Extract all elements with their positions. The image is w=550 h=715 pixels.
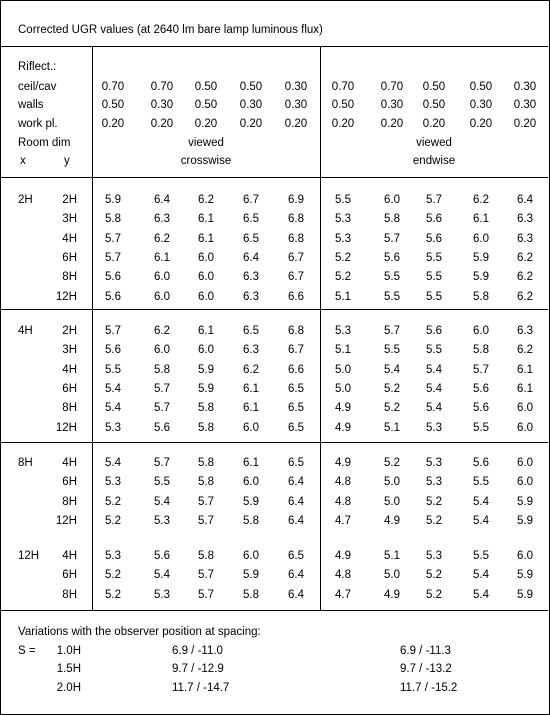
ugr-cell: 6.0 xyxy=(198,291,214,303)
ugr-cell: 6.2 xyxy=(517,252,533,264)
ugr-cell: 6.1 xyxy=(473,213,489,225)
ugr-cell: 5.5 xyxy=(426,271,442,283)
y-label: y xyxy=(64,155,70,167)
ugr-cell: 5.3 xyxy=(335,325,351,337)
ugr-cell: 5.4 xyxy=(426,383,442,395)
reflectance-value: 0.30 xyxy=(150,99,174,111)
viewed-label: viewed xyxy=(416,137,452,149)
ugr-cell: 6.7 xyxy=(288,252,304,264)
ugr-cell: 5.6 xyxy=(473,457,489,469)
ugr-cell: 5.7 xyxy=(105,252,121,264)
ugr-cell: 5.5 xyxy=(384,291,400,303)
ugr-cell: 5.9 xyxy=(198,383,214,395)
reflect-label: Riflect.: xyxy=(18,61,57,73)
ugr-cell: 6.9 xyxy=(288,194,304,206)
ugr-cell: 5.3 xyxy=(426,457,442,469)
reflectance-value: 0.30 xyxy=(284,99,308,111)
ugr-cell: 5.8 xyxy=(243,515,259,527)
endwise-label: endwise xyxy=(412,155,456,167)
ugr-cell: 6.5 xyxy=(243,233,259,245)
reflectance-value: 0.30 xyxy=(513,99,537,111)
variation-crosswise: 9.7 / -12.9 xyxy=(172,663,224,675)
ugr-cell: 4.9 xyxy=(384,515,400,527)
variation-crosswise: 6.9 / -11.0 xyxy=(172,645,223,657)
table-title: Corrected UGR values (at 2640 lm bare lamp luminous flux) xyxy=(18,24,323,36)
ugr-cell: 4.9 xyxy=(384,589,400,601)
ugr-cell: 5.4 xyxy=(154,569,170,581)
reflectance-value: 0.70 xyxy=(331,81,355,93)
ugr-cell: 5.8 xyxy=(198,402,214,414)
ugr-cell: 5.1 xyxy=(384,550,400,562)
ugr-cell: 6.1 xyxy=(198,233,214,245)
ugr-cell: 6.0 xyxy=(517,422,533,434)
ugr-cell: 6.0 xyxy=(154,271,170,283)
ugr-cell: 6.5 xyxy=(288,383,304,395)
ugr-cell: 6.8 xyxy=(288,233,304,245)
ugr-cell: 5.9 xyxy=(198,364,214,376)
ugr-cell: 6.1 xyxy=(517,383,533,395)
ugr-cell: 5.6 xyxy=(105,344,121,356)
group-x-label: 2H xyxy=(18,194,33,206)
reflectance-value: 0.70 xyxy=(150,81,174,93)
ugr-cell: 6.6 xyxy=(288,291,304,303)
reflectance-label: walls xyxy=(18,99,44,111)
spacing-value: 2.0H xyxy=(56,682,81,694)
ugr-cell: 5.3 xyxy=(105,476,121,488)
row-y-label: 12H xyxy=(55,291,77,303)
reflectance-value: 0.20 xyxy=(331,118,355,130)
ugr-cell: 5.9 xyxy=(517,589,533,601)
ugr-cell: 5.7 xyxy=(384,325,400,337)
ugr-cell: 6.5 xyxy=(288,457,304,469)
ugr-cell: 6.5 xyxy=(288,550,304,562)
viewed-label: viewed xyxy=(188,137,224,149)
group-x-label: 8H xyxy=(18,457,33,469)
reflectance-label: work pl. xyxy=(18,118,58,130)
reflectance-value: 0.20 xyxy=(422,118,446,130)
ugr-cell: 6.1 xyxy=(243,457,259,469)
ugr-cell: 4.8 xyxy=(335,476,351,488)
ugr-cell: 6.0 xyxy=(517,476,533,488)
row-y-label: 8H xyxy=(62,589,77,601)
ugr-cell: 6.0 xyxy=(517,457,533,469)
ugr-cell: 5.3 xyxy=(335,233,351,245)
ugr-cell: 6.1 xyxy=(198,213,214,225)
ugr-cell: 5.7 xyxy=(154,457,170,469)
room-dim-label: Room dim xyxy=(18,137,71,149)
ugr-cell: 5.2 xyxy=(384,402,400,414)
row-y-label: 2H xyxy=(62,325,77,337)
row-y-label: 3H xyxy=(62,344,77,356)
spacing-value: 1.0H xyxy=(56,645,81,657)
ugr-cell: 5.7 xyxy=(198,589,214,601)
ugr-cell: 5.1 xyxy=(335,291,351,303)
reflectance-value: 0.20 xyxy=(239,118,263,130)
ugr-cell: 5.2 xyxy=(335,271,351,283)
ugr-cell: 4.7 xyxy=(335,589,351,601)
reflectance-value: 0.20 xyxy=(513,118,537,130)
ugr-cell: 5.5 xyxy=(473,550,489,562)
ugr-cell: 5.6 xyxy=(384,252,400,264)
ugr-cell: 5.3 xyxy=(154,589,170,601)
x-label: x xyxy=(20,155,26,167)
ugr-cell: 5.7 xyxy=(384,233,400,245)
ugr-cell: 5.4 xyxy=(473,496,489,508)
ugr-cell: 5.2 xyxy=(426,589,442,601)
ugr-cell: 5.0 xyxy=(335,364,351,376)
ugr-cell: 6.7 xyxy=(288,271,304,283)
ugr-cell: 5.2 xyxy=(335,252,351,264)
ugr-cell: 5.9 xyxy=(517,569,533,581)
header-divider xyxy=(0,177,548,178)
ugr-cell: 5.7 xyxy=(426,194,442,206)
ugr-cell: 6.3 xyxy=(517,233,533,245)
ugr-cell: 5.2 xyxy=(105,589,121,601)
ugr-cell: 6.4 xyxy=(517,194,533,206)
ugr-cell: 6.8 xyxy=(288,213,304,225)
ugr-cell: 6.1 xyxy=(517,364,533,376)
row-y-label: 8H xyxy=(62,271,77,283)
row-y-label: 4H xyxy=(62,233,77,245)
row-y-label: 6H xyxy=(62,383,77,395)
reflectance-value: 0.20 xyxy=(194,118,218,130)
ugr-cell: 5.5 xyxy=(426,344,442,356)
ugr-cell: 6.7 xyxy=(288,344,304,356)
ugr-cell: 5.5 xyxy=(335,194,351,206)
group-divider xyxy=(0,309,548,310)
reflectance-value: 0.20 xyxy=(101,118,125,130)
ugr-cell: 6.0 xyxy=(517,550,533,562)
ugr-cell: 4.9 xyxy=(335,422,351,434)
variations-title: Variations with the observer position at spacing: xyxy=(18,626,261,638)
ugr-cell: 6.0 xyxy=(198,252,214,264)
reflectance-value: 0.50 xyxy=(194,81,218,93)
row-y-label: 8H xyxy=(62,402,77,414)
reflectance-value: 0.20 xyxy=(380,118,404,130)
ugr-cell: 5.3 xyxy=(335,213,351,225)
variation-endwise: 9.7 / -13.2 xyxy=(400,663,452,675)
ugr-cell: 5.5 xyxy=(473,422,489,434)
ugr-cell: 5.9 xyxy=(473,271,489,283)
ugr-cell: 5.4 xyxy=(426,402,442,414)
reflectance-value: 0.20 xyxy=(150,118,174,130)
crosswise-label: crosswise xyxy=(180,155,232,167)
ugr-cell: 5.8 xyxy=(198,457,214,469)
ugr-cell: 5.0 xyxy=(384,476,400,488)
row-y-label: 3H xyxy=(62,213,77,225)
ugr-cell: 6.3 xyxy=(243,344,259,356)
group-x-label: 4H xyxy=(18,325,33,337)
ugr-cell: 5.4 xyxy=(384,364,400,376)
group-divider xyxy=(0,442,548,443)
ugr-cell: 5.1 xyxy=(335,344,351,356)
ugr-cell: 6.0 xyxy=(517,402,533,414)
ugr-cell: 6.2 xyxy=(198,194,214,206)
reflectance-value: 0.50 xyxy=(469,81,493,93)
ugr-cell: 5.6 xyxy=(473,402,489,414)
ugr-cell: 6.0 xyxy=(154,291,170,303)
ugr-cell: 5.9 xyxy=(243,569,259,581)
ugr-cell: 5.9 xyxy=(105,194,121,206)
reflectance-value: 0.30 xyxy=(284,81,308,93)
ugr-cell: 6.4 xyxy=(288,569,304,581)
ugr-cell: 5.6 xyxy=(154,550,170,562)
reflectance-value: 0.50 xyxy=(239,81,263,93)
ugr-cell: 5.3 xyxy=(105,550,121,562)
ugr-cell: 6.5 xyxy=(243,213,259,225)
spacing-value: 1.5H xyxy=(56,663,81,675)
ugr-cell: 6.1 xyxy=(243,383,259,395)
ugr-cell: 5.8 xyxy=(198,422,214,434)
ugr-cell: 6.4 xyxy=(288,515,304,527)
ugr-cell: 5.2 xyxy=(384,457,400,469)
s-label: S = xyxy=(18,645,36,657)
row-y-label: 6H xyxy=(62,569,77,581)
ugr-cell: 5.6 xyxy=(426,325,442,337)
ugr-cell: 5.4 xyxy=(105,383,121,395)
ugr-cell: 5.6 xyxy=(154,422,170,434)
reflectance-value: 0.70 xyxy=(380,81,404,93)
ugr-cell: 4.8 xyxy=(335,496,351,508)
ugr-cell: 6.2 xyxy=(517,291,533,303)
ugr-cell: 5.6 xyxy=(426,213,442,225)
variations-divider xyxy=(0,610,548,611)
group-x-label: 12H xyxy=(18,550,40,562)
ugr-cell: 6.2 xyxy=(473,194,489,206)
ugr-cell: 6.0 xyxy=(243,550,259,562)
ugr-cell: 5.8 xyxy=(154,364,170,376)
ugr-cell: 5.4 xyxy=(426,364,442,376)
reflectance-value: 0.30 xyxy=(513,81,537,93)
ugr-cell: 4.9 xyxy=(335,402,351,414)
variation-crosswise: 11.7 / -14.7 xyxy=(172,682,230,694)
ugr-cell: 6.6 xyxy=(288,364,304,376)
reflectance-value: 0.50 xyxy=(101,99,125,111)
ugr-cell: 4.9 xyxy=(335,550,351,562)
reflectance-value: 0.30 xyxy=(469,99,493,111)
ugr-cell: 5.9 xyxy=(517,515,533,527)
ugr-cell: 6.2 xyxy=(517,271,533,283)
cross-end-divider xyxy=(320,46,321,610)
reflectance-value: 0.50 xyxy=(331,99,355,111)
ugr-cell: 5.6 xyxy=(105,291,121,303)
ugr-cell: 5.5 xyxy=(105,364,121,376)
ugr-cell: 5.7 xyxy=(198,569,214,581)
ugr-cell: 6.0 xyxy=(473,325,489,337)
ugr-cell: 5.3 xyxy=(426,550,442,562)
ugr-cell: 5.7 xyxy=(154,402,170,414)
ugr-cell: 5.0 xyxy=(384,569,400,581)
ugr-cell: 5.2 xyxy=(384,383,400,395)
ugr-cell: 5.5 xyxy=(154,476,170,488)
ugr-cell: 5.3 xyxy=(105,422,121,434)
ugr-cell: 5.6 xyxy=(473,383,489,395)
ugr-cell: 5.8 xyxy=(105,213,121,225)
reflectance-value: 0.50 xyxy=(194,99,218,111)
ugr-cell: 5.8 xyxy=(473,291,489,303)
ugr-cell: 6.3 xyxy=(517,213,533,225)
row-y-label: 8H xyxy=(62,496,77,508)
ugr-cell: 6.1 xyxy=(154,252,170,264)
reflectance-value: 0.50 xyxy=(422,81,446,93)
reflectance-value: 0.30 xyxy=(239,99,263,111)
ugr-cell: 5.0 xyxy=(384,496,400,508)
ugr-cell: 5.4 xyxy=(154,496,170,508)
ugr-cell: 6.2 xyxy=(517,344,533,356)
ugr-cell: 5.0 xyxy=(335,383,351,395)
ugr-cell: 6.1 xyxy=(198,325,214,337)
ugr-cell: 5.6 xyxy=(426,233,442,245)
ugr-cell: 5.6 xyxy=(105,271,121,283)
ugr-cell: 4.9 xyxy=(335,457,351,469)
ugr-cell: 6.8 xyxy=(288,325,304,337)
ugr-cell: 6.3 xyxy=(517,325,533,337)
ugr-cell: 6.4 xyxy=(288,476,304,488)
ugr-cell: 5.8 xyxy=(384,213,400,225)
row-y-label: 12H xyxy=(55,422,77,434)
ugr-cell: 6.0 xyxy=(473,233,489,245)
ugr-cell: 5.8 xyxy=(198,550,214,562)
ugr-cell: 6.5 xyxy=(243,325,259,337)
ugr-cell: 5.5 xyxy=(426,252,442,264)
ugr-cell: 5.2 xyxy=(105,569,121,581)
ugr-cell: 5.8 xyxy=(473,344,489,356)
ugr-cell: 6.4 xyxy=(154,194,170,206)
ugr-cell: 5.3 xyxy=(426,476,442,488)
ugr-cell: 5.1 xyxy=(384,422,400,434)
ugr-cell: 5.2 xyxy=(426,569,442,581)
ugr-cell: 6.2 xyxy=(154,325,170,337)
ugr-cell: 5.7 xyxy=(198,496,214,508)
ugr-cell: 6.4 xyxy=(288,496,304,508)
ugr-cell: 6.7 xyxy=(243,194,259,206)
reflectance-value: 0.70 xyxy=(101,81,125,93)
reflectance-label: ceil/cav xyxy=(18,81,57,93)
ugr-cell: 6.2 xyxy=(154,233,170,245)
variation-endwise: 6.9 / -11.3 xyxy=(400,645,451,657)
ugr-cell: 5.8 xyxy=(243,589,259,601)
ugr-cell: 6.0 xyxy=(384,194,400,206)
label-column-divider xyxy=(92,46,93,610)
ugr-cell: 6.0 xyxy=(198,271,214,283)
ugr-cell: 5.4 xyxy=(105,457,121,469)
ugr-cell: 5.8 xyxy=(198,476,214,488)
variation-endwise: 11.7 / -15.2 xyxy=(400,682,458,694)
ugr-cell: 6.3 xyxy=(243,291,259,303)
ugr-cell: 5.7 xyxy=(105,233,121,245)
ugr-cell: 6.0 xyxy=(198,344,214,356)
row-y-label: 4H xyxy=(62,364,77,376)
ugr-cell: 5.7 xyxy=(105,325,121,337)
ugr-cell: 5.2 xyxy=(105,496,121,508)
ugr-cell: 6.3 xyxy=(243,271,259,283)
ugr-cell: 5.9 xyxy=(473,252,489,264)
ugr-cell: 5.2 xyxy=(426,515,442,527)
ugr-cell: 6.0 xyxy=(243,422,259,434)
ugr-cell: 6.5 xyxy=(288,402,304,414)
ugr-cell: 6.3 xyxy=(154,213,170,225)
ugr-cell: 5.7 xyxy=(154,383,170,395)
ugr-cell: 6.0 xyxy=(154,344,170,356)
ugr-cell: 5.3 xyxy=(154,515,170,527)
ugr-cell: 5.9 xyxy=(517,496,533,508)
ugr-cell: 5.4 xyxy=(473,589,489,601)
ugr-cell: 5.4 xyxy=(105,402,121,414)
ugr-cell: 5.5 xyxy=(426,291,442,303)
ugr-cell: 5.5 xyxy=(473,476,489,488)
ugr-cell: 6.5 xyxy=(288,422,304,434)
ugr-cell: 5.5 xyxy=(384,271,400,283)
reflectance-value: 0.50 xyxy=(422,99,446,111)
row-y-label: 6H xyxy=(62,252,77,264)
ugr-cell: 4.8 xyxy=(335,569,351,581)
ugr-cell: 6.1 xyxy=(243,402,259,414)
reflectance-value: 0.20 xyxy=(469,118,493,130)
ugr-cell: 6.2 xyxy=(243,364,259,376)
ugr-cell: 5.4 xyxy=(473,515,489,527)
ugr-cell: 5.7 xyxy=(473,364,489,376)
row-y-label: 2H xyxy=(62,194,77,206)
row-y-label: 4H xyxy=(62,550,77,562)
ugr-cell: 5.5 xyxy=(384,344,400,356)
row-y-label: 4H xyxy=(62,457,77,469)
ugr-cell: 5.3 xyxy=(426,422,442,434)
title-divider xyxy=(0,46,548,47)
reflectance-value: 0.30 xyxy=(380,99,404,111)
ugr-cell: 5.2 xyxy=(105,515,121,527)
row-y-label: 12H xyxy=(55,515,77,527)
ugr-cell: 5.2 xyxy=(426,496,442,508)
ugr-cell: 6.4 xyxy=(288,589,304,601)
ugr-cell: 6.4 xyxy=(243,252,259,264)
ugr-cell: 5.9 xyxy=(243,496,259,508)
reflectance-value: 0.20 xyxy=(284,118,308,130)
row-y-label: 6H xyxy=(62,476,77,488)
ugr-cell: 4.7 xyxy=(335,515,351,527)
ugr-cell: 5.4 xyxy=(473,569,489,581)
ugr-cell: 6.0 xyxy=(243,476,259,488)
ugr-cell: 5.7 xyxy=(198,515,214,527)
